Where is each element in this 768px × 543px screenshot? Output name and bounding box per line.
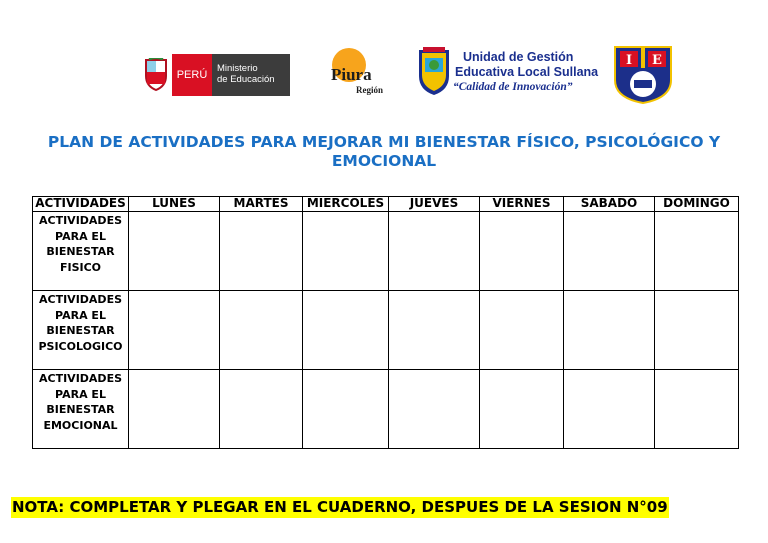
piura-name: Piura: [331, 65, 372, 84]
school-ie-logo: [612, 44, 674, 104]
header-miercoles: MIERCOLES: [303, 197, 389, 212]
row-label-emocional: ACTIVIDADES PARA EL BIENESTAR EMOCIONAL: [33, 370, 129, 449]
cell-emocional-lunes[interactable]: [129, 370, 220, 449]
cell-psicologico-jueves[interactable]: [389, 291, 480, 370]
cell-psicologico-domingo[interactable]: [655, 291, 739, 370]
cell-psicologico-viernes[interactable]: [480, 291, 564, 370]
cell-psicologico-sabado[interactable]: [564, 291, 655, 370]
ugel-motto: “Calidad de Innovación”: [453, 81, 573, 93]
cell-psicologico-lunes[interactable]: [129, 291, 220, 370]
activities-table: [32, 196, 739, 449]
header-actividades: ACTIVIDADES: [33, 197, 129, 212]
ie-letter-i: I: [625, 53, 633, 68]
cell-psicologico-miercoles[interactable]: [303, 291, 389, 370]
cell-emocional-miercoles[interactable]: [303, 370, 389, 449]
ie-letter-e: E: [652, 53, 662, 68]
minedu-logo: [140, 54, 290, 96]
cell-fisico-jueves[interactable]: [389, 212, 480, 291]
table-row-fisico: [33, 212, 739, 291]
ugel-crest-icon: [417, 46, 451, 96]
peru-label: PERÚ: [172, 54, 212, 96]
cell-emocional-jueves[interactable]: [389, 370, 480, 449]
ugel-title-line2: Educativa Local Sullana: [455, 65, 599, 79]
cell-emocional-martes[interactable]: [220, 370, 303, 449]
piura-region-label: Región: [356, 85, 383, 95]
header-sabado: SABADO: [564, 197, 655, 212]
logo-strip: [0, 44, 768, 102]
cell-psicologico-martes[interactable]: [220, 291, 303, 370]
cell-emocional-viernes[interactable]: [480, 370, 564, 449]
piura-region-logo: [328, 48, 390, 98]
header-domingo: DOMINGO: [655, 197, 739, 212]
cell-fisico-sabado[interactable]: [564, 212, 655, 291]
completion-note: NOTA: COMPLETAR Y PLEGAR EN EL CUADERNO, DESPUES DE LA SESION N°09: [12, 498, 668, 516]
ugel-title-line1: Unidad de Gestión: [463, 50, 574, 64]
cell-emocional-domingo[interactable]: [655, 370, 739, 449]
peru-coat-of-arms-icon: [140, 54, 172, 96]
cell-fisico-lunes[interactable]: [129, 212, 220, 291]
cell-fisico-domingo[interactable]: [655, 212, 739, 291]
ugel-sullana-logo: [417, 46, 599, 100]
table-row-emocional: [33, 370, 739, 449]
cell-fisico-martes[interactable]: [220, 212, 303, 291]
page-title: PLAN DE ACTIVIDADES PARA MEJORAR MI BIENESTAR FÍSICO, PSICOLÓGICO Y EMOCIONAL: [47, 133, 721, 170]
row-label-psicologico: ACTIVIDADES PARA EL BIENESTAR PSICOLOGICO: [33, 291, 129, 370]
ministry-label: Ministerio de Educación: [212, 54, 290, 96]
row-label-fisico: ACTIVIDADES PARA EL BIENESTAR FISICO: [33, 212, 129, 291]
table-row-psicologico: [33, 291, 739, 370]
header-jueves: JUEVES: [389, 197, 480, 212]
cell-fisico-viernes[interactable]: [480, 212, 564, 291]
cell-emocional-sabado[interactable]: [564, 370, 655, 449]
header-martes: MARTES: [220, 197, 303, 212]
school-shield-icon: [612, 44, 674, 104]
table-header-row: [33, 197, 739, 212]
cell-fisico-miercoles[interactable]: [303, 212, 389, 291]
header-lunes: LUNES: [129, 197, 220, 212]
header-viernes: VIERNES: [480, 197, 564, 212]
